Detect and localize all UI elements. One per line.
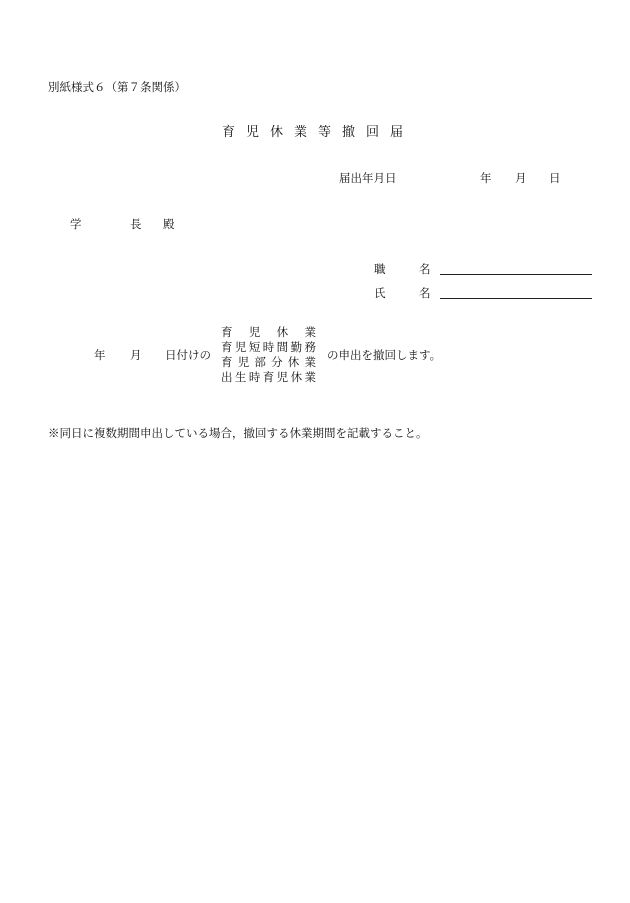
statement-month-label: 月 [130, 348, 142, 362]
footnote: ※同日に複数期間申出している場合，撤回する休業期間を記載すること。 [48, 426, 428, 440]
addressee-dono: 殿 [163, 217, 175, 231]
submission-year-label: 年 [480, 171, 492, 185]
name-field [374, 286, 592, 299]
leave-type-partial: 育児部分休業 [221, 355, 316, 369]
job-title-label: 職 名 [374, 261, 442, 276]
addressee-gaku: 学 [70, 217, 82, 231]
document-title: 育児休業等撤回届 [221, 125, 414, 140]
statement-suffix: の申出を撤回します。 [327, 348, 442, 362]
name-blank-line[interactable] [440, 286, 592, 299]
job-title-field [374, 262, 592, 275]
job-title-blank-line[interactable] [440, 262, 592, 275]
form-reference: 別紙様式６（第７条関係） [48, 80, 186, 94]
leave-type-childcare: 育児休業 [221, 325, 316, 339]
addressee-cho: 長 [130, 217, 142, 231]
submission-date-label: 届出年月日 [339, 171, 397, 185]
submission-month-label: 月 [515, 171, 527, 185]
leave-type-list [221, 325, 316, 385]
submission-day-label: 日 [549, 171, 561, 185]
leave-type-birth: 出生時育児休業 [221, 370, 316, 384]
leave-type-short-hours: 育児短時間勤務 [221, 340, 316, 354]
name-label: 氏 名 [374, 285, 442, 300]
statement-year-label: 年 [94, 348, 106, 362]
statement-date-suffix: 日付けの [165, 348, 211, 362]
